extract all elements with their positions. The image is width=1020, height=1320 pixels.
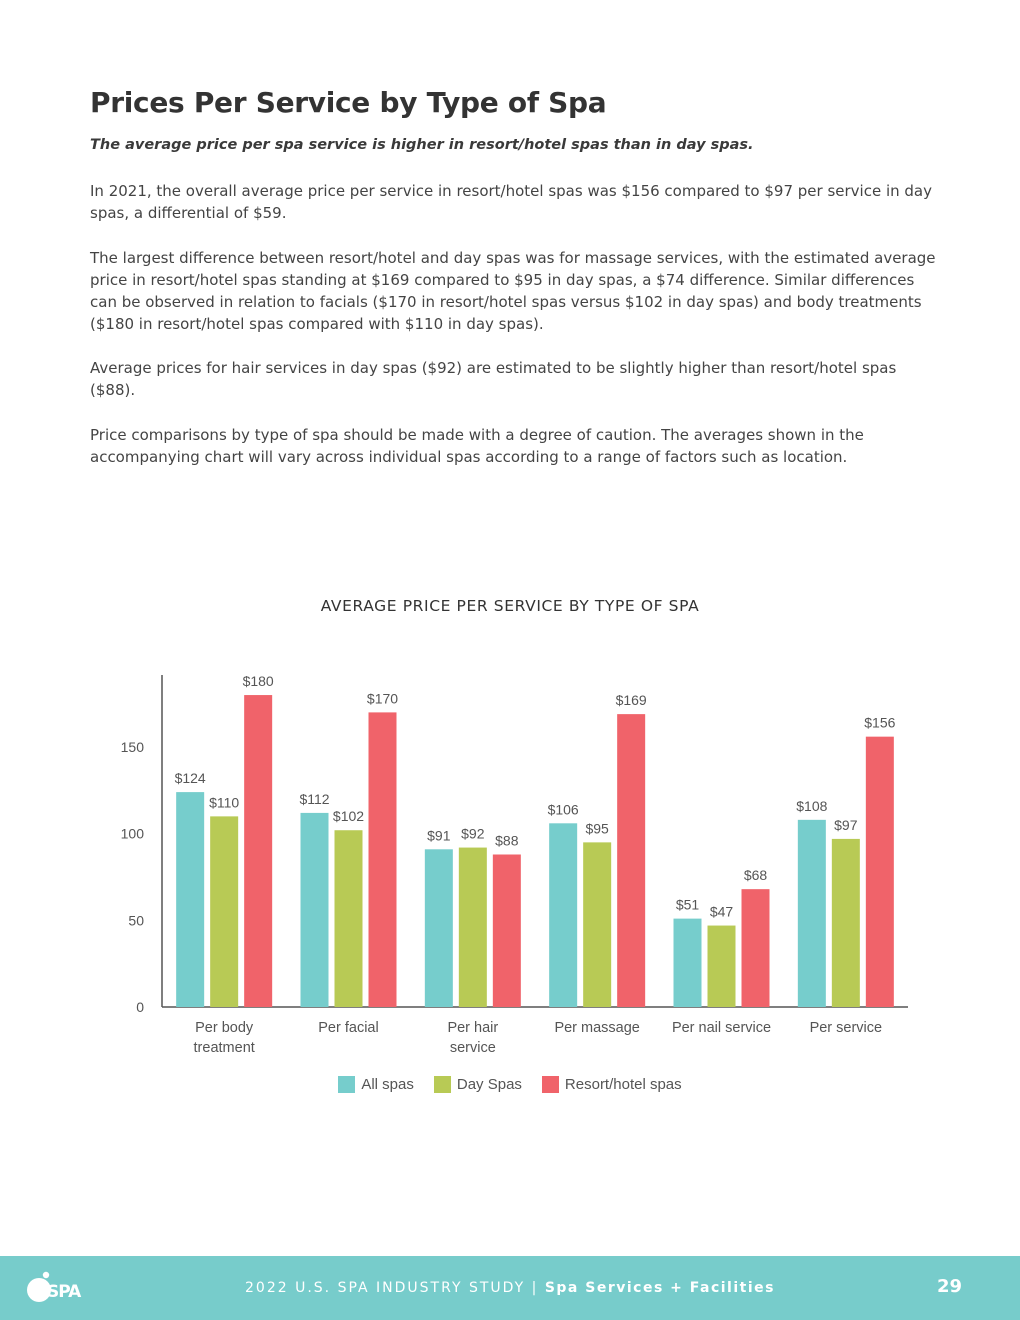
bar-chart — [0, 660, 1020, 1065]
data-label-per-service-all-spas: $108 — [796, 797, 828, 814]
bar-per-body-treatment-all-spas — [176, 792, 204, 1007]
data-label-per-hair-service-day-spas: $92 — [461, 825, 485, 842]
y-tick-label: 150 — [120, 739, 144, 756]
x-category-label: Per hair — [447, 1020, 499, 1036]
bar-per-nail-service-resort-hotel-spas — [742, 889, 770, 1007]
bar-per-service-day-spas — [832, 839, 860, 1007]
legend-swatch-day-spas — [434, 1076, 451, 1093]
x-category-label: Per body — [195, 1020, 254, 1036]
bar-per-facial-all-spas — [301, 813, 329, 1007]
bar-per-service-resort-hotel-spas — [866, 737, 894, 1007]
data-label-per-service-day-spas: $97 — [834, 816, 858, 833]
page-title: Prices Per Service by Type of Spa — [90, 86, 607, 119]
data-label-per-nail-service-resort-hotel-spas: $68 — [743, 867, 768, 884]
footer-caption — [0, 1280, 1020, 1296]
bar-per-hair-service-day-spas — [459, 848, 487, 1007]
data-label-per-hair-service-resort-hotel-spas: $88 — [495, 832, 519, 849]
legend-label-day-spas: Day Spas — [456, 1076, 522, 1093]
y-tick-label: 0 — [136, 999, 144, 1015]
body-paragraph: The largest difference between resort/hotel and day spas was for massage services, with the estimated average price in resort/hotel spas standing at $169 compared to $95 in day spas, a $74 difference. Similar differences can be observed in relation to facials ($170 in resort/hotel spas versus $102 in day spas) and body treatments ($180 in resort/hotel spas compared with $110 in day spas). — [90, 249, 936, 333]
data-label-per-service-resort-hotel-spas: $156 — [864, 714, 896, 731]
page-number: 29 — [936, 1276, 962, 1297]
legend-label-resort-hotel-spas: Resort/hotel spas — [564, 1076, 682, 1093]
data-label-per-facial-all-spas: $112 — [299, 790, 330, 807]
bar-per-massage-all-spas — [549, 823, 577, 1007]
body-paragraph: Price comparisons by type of spa should be made with a degree of caution. The averages shown in the accompanying chart will vary across individual spas according to a range of factors such as location. — [90, 426, 864, 466]
legend-label-all-spas: All spas — [361, 1076, 414, 1093]
bar-per-massage-resort-hotel-spas — [617, 714, 645, 1007]
footer-section: Spa Services + Facilities — [544, 1280, 775, 1296]
bar-per-facial-day-spas — [335, 830, 363, 1007]
data-label-per-nail-service-all-spas: $51 — [675, 896, 700, 913]
x-category-label: treatment — [193, 1040, 255, 1056]
legend-item-day-spas — [434, 1076, 522, 1093]
data-label-per-hair-service-all-spas: $91 — [427, 827, 451, 844]
data-label-per-body-treatment-day-spas: $110 — [209, 794, 240, 811]
x-category-label: Per nail service — [671, 1020, 772, 1036]
chart-legend — [0, 1076, 1020, 1093]
x-category-label: Per facial — [318, 1020, 379, 1036]
bar-per-nail-service-all-spas — [674, 919, 702, 1007]
data-label-per-massage-day-spas: $95 — [585, 820, 609, 837]
footer-separator: | — [531, 1280, 539, 1296]
legend-item-resort-hotel-spas — [542, 1076, 682, 1093]
y-tick-label: 100 — [120, 825, 144, 842]
legend-item-all-spas — [338, 1076, 414, 1093]
bar-per-body-treatment-day-spas — [210, 816, 238, 1007]
bar-per-hair-service-resort-hotel-spas — [493, 854, 521, 1007]
x-category-label: service — [449, 1040, 496, 1056]
data-label-per-facial-resort-hotel-spas: $170 — [366, 690, 399, 707]
bar-per-nail-service-day-spas — [708, 926, 736, 1007]
bar-per-service-all-spas — [798, 820, 826, 1007]
bar-per-body-treatment-resort-hotel-spas — [244, 695, 272, 1007]
bar-per-hair-service-all-spas — [425, 849, 453, 1007]
y-tick-label: 50 — [128, 912, 144, 929]
footer-study: 2022 U.S. SPA INDUSTRY STUDY — [245, 1280, 526, 1296]
data-label-per-body-treatment-all-spas: $124 — [174, 770, 206, 787]
body-paragraph: Average prices for hair services in day spas ($92) are estimated to be slightly higher than resort/hotel spas ($88). — [90, 359, 897, 399]
chart-title: AVERAGE PRICE PER SERVICE BY TYPE OF SPA — [320, 597, 700, 615]
page-subtitle: The average price per spa service is higher in resort/hotel spas than in day spas. — [90, 137, 754, 153]
data-label-per-massage-all-spas: $106 — [547, 801, 579, 818]
x-category-label: Per massage — [554, 1020, 640, 1036]
data-label-per-nail-service-day-spas: $47 — [709, 903, 734, 920]
data-label-per-body-treatment-resort-hotel-spas: $180 — [242, 673, 274, 690]
bar-per-massage-day-spas — [583, 842, 611, 1007]
page-footer — [0, 1256, 1020, 1320]
body-paragraph: In 2021, the overall average price per service in resort/hotel spas was $156 compared to $97 per service in day spas, a differential of $59. — [90, 182, 932, 222]
data-label-per-massage-resort-hotel-spas: $169 — [615, 692, 647, 709]
legend-swatch-all-spas — [338, 1076, 355, 1093]
svg-text:SPA: SPA — [47, 1282, 81, 1302]
legend-swatch-resort-hotel-spas — [542, 1076, 559, 1093]
x-category-label: Per service — [809, 1020, 883, 1036]
bar-per-facial-resort-hotel-spas — [369, 712, 397, 1007]
data-label-per-facial-day-spas: $102 — [332, 808, 365, 825]
